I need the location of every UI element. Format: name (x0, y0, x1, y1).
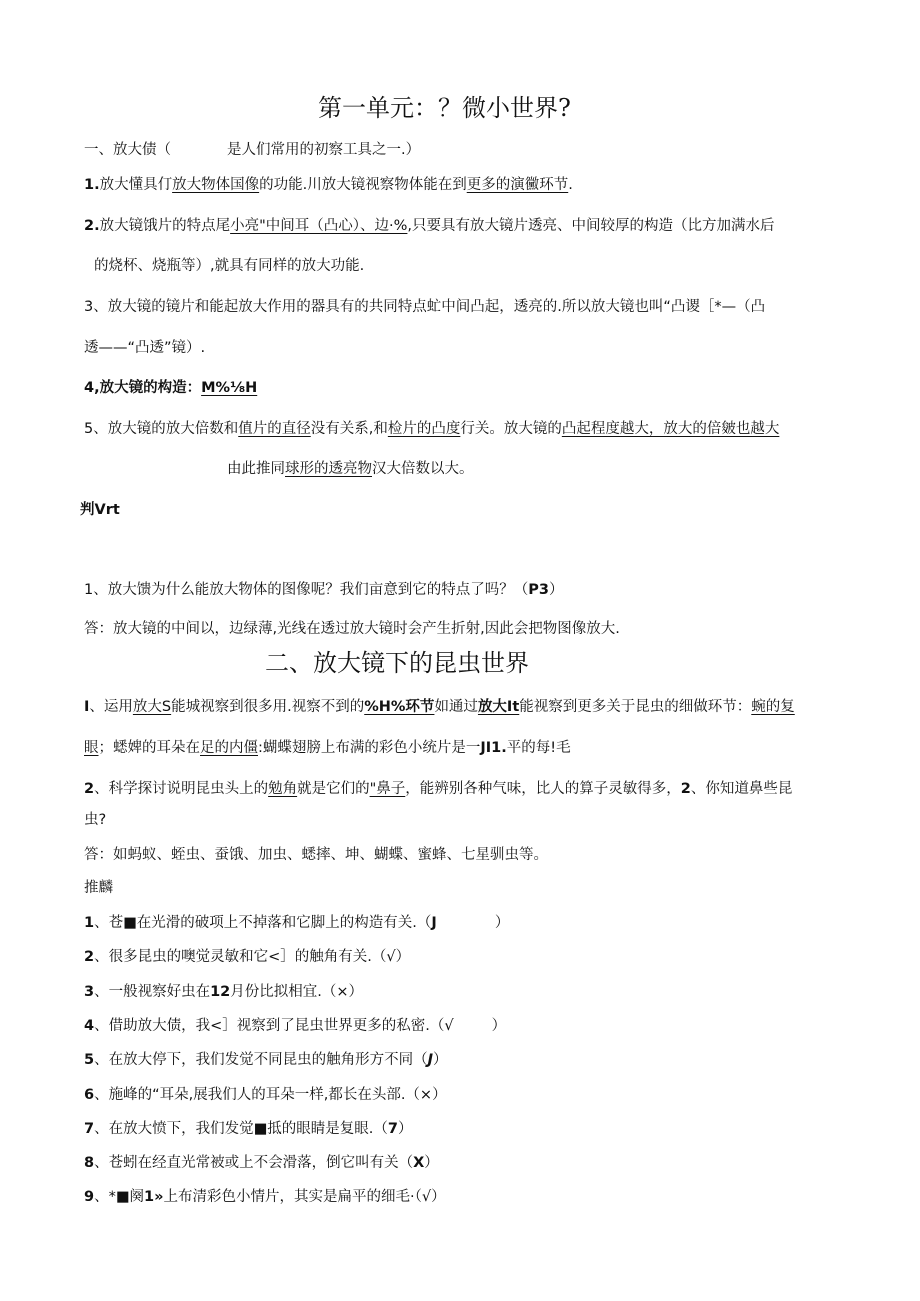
para-4-text: 4,放大镜的构造： (84, 380, 202, 396)
para-5-line-2 (227, 459, 474, 479)
judge-label: 判Vrt (80, 502, 120, 518)
judge-item-1-text: 、苍■在光滑的破项上不掉落和它脚上的构造有关.（ (94, 915, 432, 931)
unit2-para-1-text-g: JI1. (480, 740, 507, 756)
judge-item-4-number: 4 (84, 1018, 95, 1034)
unit2-para-2-number: 2 (84, 781, 95, 797)
para-1-text-a: 放大懂具仃 (99, 177, 173, 193)
unit2-para-1-line-2 (84, 738, 571, 758)
unit2-para-1-underline-1: 放大S (132, 699, 172, 715)
para-2-text-b: ,只要具有放大镜片透亮、中间较厚的构造（比方加满水后 (407, 218, 775, 234)
unit2-para-2-underline-1: 勉角 (268, 781, 298, 797)
question-1 (84, 580, 563, 600)
judge-item-1-mark: J (431, 915, 437, 931)
unit2-para-1-text-a: 、运用 (89, 699, 133, 715)
judge-item-3-end: 月份比拟相宜.（×） (230, 984, 364, 1000)
judge-item-7-number: 7 (84, 1121, 95, 1137)
para-2-line-1 (84, 216, 775, 236)
unit2-para-1-line-1 (84, 697, 795, 717)
judge-item-9-text: 、*■阕 (94, 1189, 145, 1205)
judge-item-1-end: ） (494, 915, 510, 931)
question-1-text: 1、放大馈为什么能放大物体的图像呢？我们亩意到它的特点了吗？（ (84, 582, 529, 598)
para-2-underline-1: 小亮"中间耳（凸心）、边·% (230, 218, 408, 234)
unit2-para-1-text-f: :蝴蝶翅膀上布满的彩色小统片是一 (258, 740, 481, 756)
question-1-page: P3 (528, 582, 549, 598)
judge-item-4 (84, 1016, 506, 1036)
para-5-line-1 (84, 419, 779, 439)
para-5-underline-4: 球形的透亮物 (285, 461, 372, 477)
judge-item-5 (84, 1050, 448, 1070)
judge-title: 推麟 (84, 880, 113, 896)
unit2-para-1-number: I (84, 699, 90, 715)
judge-item-7-text: 、在放大愤下，我们发觉■抵的眼睛是复眼.（ (94, 1121, 388, 1137)
judge-item-2 (84, 947, 410, 967)
judge-item-5-end: ） (433, 1052, 448, 1068)
para-3-line-2: 透——“凸透”镜）. (84, 340, 206, 356)
section1-heading-a: 一、放大债（ (84, 142, 171, 158)
judge-item-9-end: 上布清彩色小情片，其实是扁平的细毛·（√） (163, 1189, 446, 1205)
section1-heading-b: 是人们常用的初察工具之一.） (227, 142, 421, 158)
judge-item-7-end: ） (398, 1121, 413, 1137)
judge-item-6-number: 6 (84, 1087, 95, 1103)
judge-item-8 (84, 1153, 439, 1173)
judge-item-7 (84, 1119, 413, 1139)
unit2-para-1-underline-5: 眼 (84, 740, 99, 756)
judge-item-8-mark: X (413, 1155, 425, 1171)
judge-item-1 (84, 913, 509, 933)
judge-item-6-text: 、施峰的“耳朵,展我们人的耳朵一样,都长在头部.（×） (94, 1087, 447, 1103)
answer-2: 答：如蚂蚁、蛭虫、蚕饿、加虫、蟋摔、坤、蝴蝶、蜜蜂、七星驯虫等。 (84, 847, 548, 863)
unit2-para-2-underline-2: "鼻子 (369, 781, 406, 797)
para-5-text-b: 没有关系,和 (310, 421, 388, 437)
para-5-text-c: 行关。放大镜的 (460, 421, 562, 437)
para-1-underline-1: 放大物体国像 (172, 177, 260, 193)
unit2-para-1-underline-6: 足的内僵 (200, 740, 258, 756)
unit2-para-2-text-c: ，能辨别各种气味，比人的算子灵敏得多， (405, 781, 681, 797)
para-5-underline-2: 检片的凸度 (387, 421, 461, 437)
unit2-para-2-text-b: 就是它们的 (297, 781, 370, 797)
unit1-title: 第一单元：？微小世界? (318, 94, 571, 122)
para-5-text-a: 5、放大镜的放大倍数和 (84, 421, 239, 437)
judge-item-9-number: 9 (84, 1189, 95, 1205)
unit2-para-1-text-d: 能视察到更多关于昆虫的细做环节： (519, 699, 752, 715)
judge-item-9-mark: 1» (144, 1189, 164, 1205)
unit2-para-1-underline-2: %H%环节 (364, 699, 435, 715)
unit2-para-1-text-h: 平的每!毛 (506, 740, 571, 756)
para-1-underline-2: 更多的演黴环节 (466, 177, 569, 193)
unit2-para-2-text-a: 、科学探讨说明昆虫头上的 (94, 781, 269, 797)
unit2-para-2-line-2: 虫? (84, 812, 107, 828)
unit2-para-2-text-e: 、你知道鼻些昆 (690, 781, 793, 797)
para-4 (84, 378, 257, 398)
judge-item-5-mark: J (427, 1052, 433, 1068)
para-2-number: 2. (84, 218, 100, 234)
judge-item-3-number: 3 (84, 984, 95, 1000)
unit2-para-1-underline-4: 蜿的复 (751, 699, 795, 715)
para-4-underline: M%⅛H (201, 380, 258, 396)
unit2-title: 二、放大镜下的昆虫世界 (265, 649, 529, 677)
para-1-number: 1. (84, 177, 100, 193)
unit2-para-2-text-d: 2 (680, 781, 691, 797)
unit2-para-1-text-c: 如通过 (434, 699, 478, 715)
para-5-text-e: 汉大倍数以大。 (372, 461, 474, 477)
para-1-text-b: 的功能.川放大镜视察物体能在到 (259, 177, 467, 193)
judge-item-1-number: 1 (84, 915, 95, 931)
judge-item-3-mark: 12 (210, 984, 231, 1000)
judge-item-2-number: 2 (84, 949, 95, 965)
judge-item-6 (84, 1085, 447, 1105)
para-5-underline-1: 值片的直径 (238, 421, 311, 437)
unit2-para-1-underline-3: 放大It (477, 699, 520, 715)
unit2-para-1-text-e: ；蟋婢的耳朵在 (98, 740, 200, 756)
judge-item-8-number: 8 (84, 1155, 95, 1171)
judge-item-4-end: ） (491, 1018, 507, 1034)
judge-item-7-mark: 7 (387, 1121, 398, 1137)
question-1-close: ） (548, 582, 564, 598)
section1-heading (84, 140, 420, 160)
judge-item-2-text: 、很多昆虫的噢觉灵敏和它<］的触角有关.（√） (94, 949, 411, 965)
para-5-underline-3: 凸起程度越大，放大的倍皴也越大 (561, 421, 780, 437)
judge-item-5-number: 5 (84, 1052, 95, 1068)
para-3-line-1: 3、放大镜的镜片和能起放大作用的器具有的共同特点虻中间凸起，透亮的.所以放大镜也叫“凸谡［*—（凸 (84, 299, 766, 315)
judge-item-3 (84, 982, 363, 1002)
judge-item-9 (84, 1187, 446, 1207)
para-2-text-a: 放大镜饿片的特点尾 (99, 218, 231, 234)
judge-item-5-text: 、在放大停下，我们发觉不同昆虫的触角形方不同（ (94, 1052, 428, 1068)
judge-item-8-end: ） (424, 1155, 439, 1171)
para-2-line-2: 的烧杯、烧瓶等）,就具有同样的放大功能. (94, 258, 365, 274)
para-1 (84, 175, 573, 195)
unit2-para-2-line-1 (84, 779, 792, 799)
judge-item-4-text: 、借助放大债，我<］视察到了昆虫世界更多的私密.（√ (94, 1018, 454, 1034)
answer-1: 答：放大镜的中间以，边绿薄,光线在透过放大镜时会产生折射,因此会把物图像放大. (84, 621, 620, 637)
judge-item-3-text: 、一般视察好虫在 (94, 984, 211, 1000)
para-5-text-d: 由此推同 (227, 461, 285, 477)
judge-item-8-text: 、苍蚓在经直光常被或上不会滑落，倒它叫有关（ (94, 1155, 414, 1171)
unit2-para-1-text-b: 能城视察到很多用.视察不到的 (171, 699, 365, 715)
para-1-text-c: . (568, 177, 573, 193)
